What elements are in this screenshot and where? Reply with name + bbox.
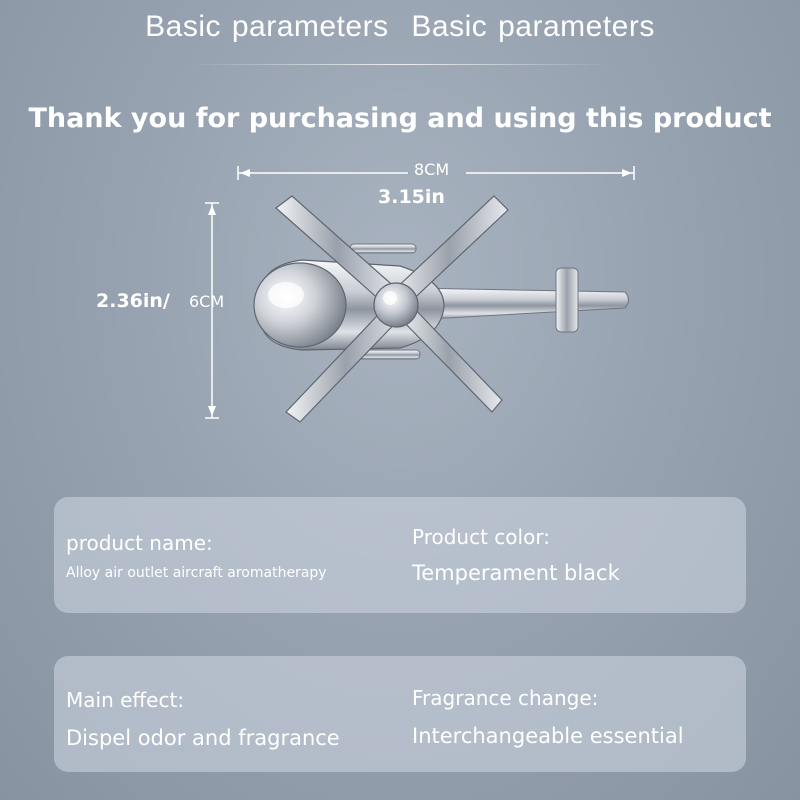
product-name-label: product name: <box>66 531 213 555</box>
main-effect-label: Main effect: <box>66 688 185 712</box>
helicopter-product-image <box>230 180 640 430</box>
height-in-label: 2.36in/ <box>96 290 170 312</box>
header-title-1: Basic parameters <box>145 10 389 43</box>
info-panel-product <box>54 497 746 613</box>
product-name-value: Alloy air outlet aircraft aromatherapy <box>66 565 327 581</box>
main-effect-value: Dispel odor and fragrance <box>66 726 340 750</box>
thank-you-message: Thank you for purchasing and using this product <box>28 103 772 134</box>
info-panel-usage <box>54 656 746 772</box>
product-color-label: Product color: <box>412 525 550 549</box>
fragrance-change-label: Fragrance change: <box>412 686 599 710</box>
header-title-2: Basic parameters <box>411 10 655 43</box>
width-in-label: 3.15in <box>378 186 445 208</box>
width-cm-label: 8CM <box>414 160 450 179</box>
height-cm-label: 6CM <box>189 292 225 311</box>
fragrance-change-value: Interchangeable essential <box>412 724 684 748</box>
product-color-value: Temperament black <box>412 561 620 585</box>
